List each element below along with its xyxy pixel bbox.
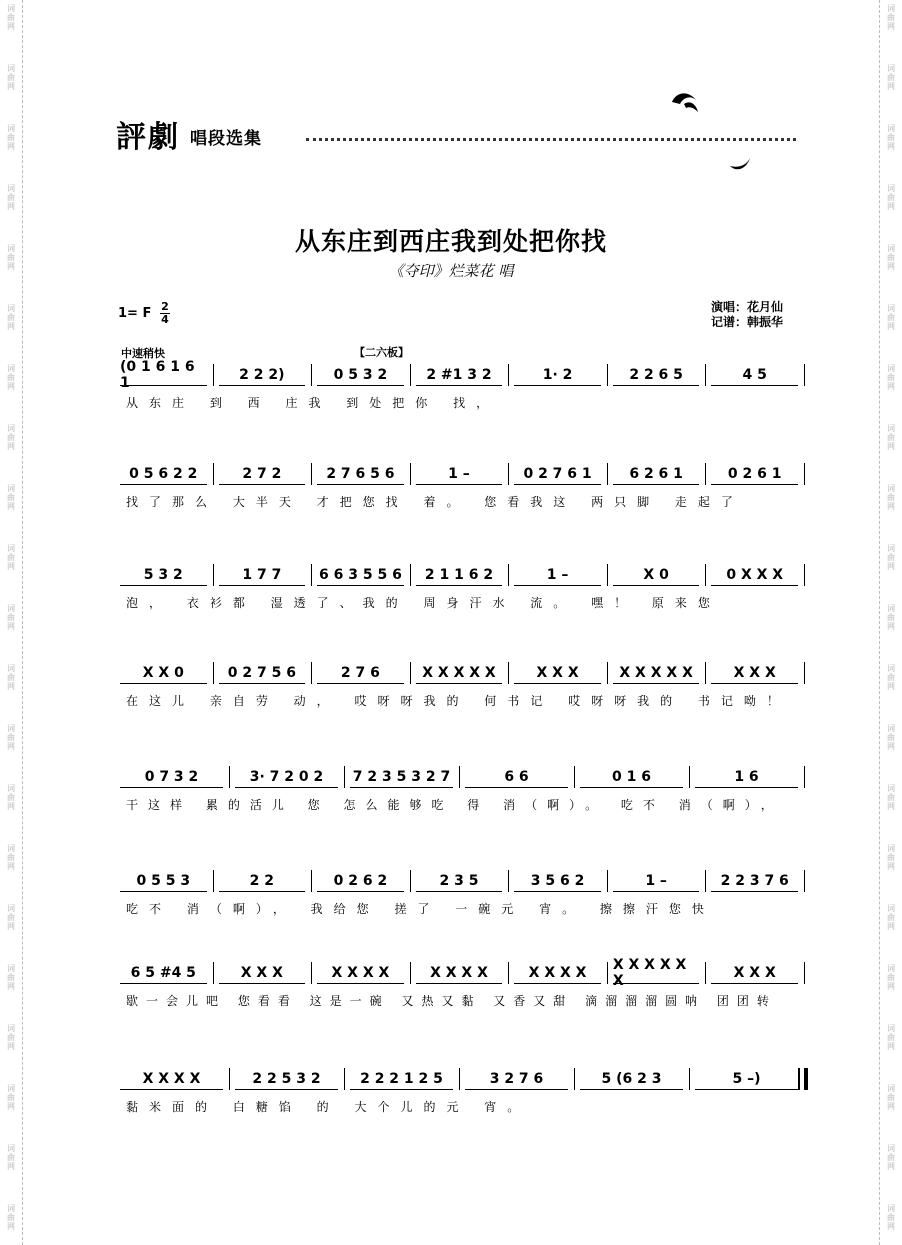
measure: 2 7 6 5 6 <box>317 463 404 485</box>
watermark-text: 词 曲 网 <box>887 904 895 931</box>
watermark-text: 词 曲 网 <box>7 724 15 751</box>
watermark-text: 词 曲 网 <box>7 124 15 151</box>
watermark-text: 词 曲 网 <box>7 1204 15 1231</box>
measure: 5 3 2 <box>120 564 207 586</box>
bar-line <box>213 962 214 984</box>
notes-line <box>114 463 804 485</box>
bar-line <box>410 364 411 386</box>
watermark-text: 词 曲 网 <box>887 484 895 511</box>
bar-line <box>410 662 411 684</box>
notes-line <box>114 662 804 684</box>
final-bar-line <box>798 1068 800 1090</box>
measure: 2 2 6 5 <box>613 364 700 386</box>
measure: 5 (6 2 3 <box>580 1068 683 1090</box>
measure: 3 2 7 6 <box>465 1068 568 1090</box>
bar-line <box>213 364 214 386</box>
bar-line <box>229 1068 230 1090</box>
measure: 2 2 3 7 6 <box>711 870 798 892</box>
score-system <box>114 1068 804 1118</box>
notes-line <box>114 870 804 892</box>
series-header <box>116 112 806 156</box>
bar-line <box>229 766 230 788</box>
bar-line <box>804 962 805 984</box>
watermark-text: 词 曲 网 <box>7 184 15 211</box>
right-watermark-strip <box>879 0 902 1245</box>
measure: X X X <box>711 962 798 984</box>
singer-credit: 演唱：花月仙 <box>711 300 784 314</box>
measure: 0 2 7 5 6 <box>219 662 306 684</box>
bar-line <box>459 1068 460 1090</box>
notes-line <box>114 358 804 391</box>
watermark-text: 词 曲 网 <box>887 304 895 331</box>
measure: 2 7 6 <box>317 662 404 684</box>
score-system <box>114 463 804 513</box>
measure: 1 – <box>416 463 503 485</box>
bar-line <box>344 1068 345 1090</box>
bar-line <box>705 364 706 386</box>
measure: 1 – <box>613 870 700 892</box>
measure: X X X X <box>416 962 503 984</box>
measure: X X 0 <box>120 662 207 684</box>
bar-line <box>410 463 411 485</box>
watermark-text: 词 曲 网 <box>7 244 15 271</box>
measure: 2 2 <box>219 870 306 892</box>
bar-line <box>311 870 312 892</box>
bar-line <box>804 364 805 386</box>
bar-line <box>705 662 706 684</box>
measure: 4 5 <box>711 364 798 386</box>
bar-line <box>311 962 312 984</box>
bar-line <box>508 564 509 586</box>
measure: 6 2 6 1 <box>613 463 700 485</box>
brush-stroke-icon <box>728 156 752 172</box>
watermark-text: 词 曲 网 <box>7 1144 15 1171</box>
lyrics-line: 歇一会儿吧 您看看 这是一碗 又热又黏 又香又甜 滴溜溜溜圆呐 团团转 <box>126 994 777 1008</box>
measure: 3 5 6 2 <box>514 870 601 892</box>
bar-line <box>508 463 509 485</box>
measure: X 0 <box>613 564 700 586</box>
lyrics-line: 在这儿 亲自劳 动， 哎呀呀我的 何书记 哎呀呀我的 书记呦！ <box>126 694 790 708</box>
bar-line <box>705 870 706 892</box>
bar-line <box>607 870 608 892</box>
watermark-text: 词 曲 网 <box>887 4 895 31</box>
measure: (0 1 6 1 6 1 <box>120 364 207 386</box>
measure: 2 2 2 1 2 5 <box>350 1068 453 1090</box>
measure: 6 5 #4 5 <box>120 962 207 984</box>
watermark-text: 词 曲 网 <box>887 544 895 571</box>
watermark-text: 词 曲 网 <box>887 844 895 871</box>
measure: X X X X <box>317 962 404 984</box>
watermark-text: 词 曲 网 <box>887 1144 895 1171</box>
score-system <box>114 766 804 816</box>
bar-line <box>705 463 706 485</box>
measure: 0 5 3 2 <box>317 364 404 386</box>
bar-line <box>410 564 411 586</box>
bar-line <box>574 1068 575 1090</box>
watermark-text: 词 曲 网 <box>7 844 15 871</box>
series-subtitle: 唱段选集 <box>190 129 262 149</box>
time-numerator: 2 <box>161 300 169 313</box>
bar-line <box>508 662 509 684</box>
measure: 7 2 3 5 3 2 7 <box>350 766 453 788</box>
watermark-text: 词 曲 网 <box>7 4 15 31</box>
banshi-marking: 【二六板】 <box>354 346 409 359</box>
watermark-text: 词 曲 网 <box>7 424 15 451</box>
measure: 0 5 5 3 <box>120 870 207 892</box>
score-system <box>114 662 804 712</box>
watermark-text: 词 曲 网 <box>887 784 895 811</box>
notes-line <box>114 766 804 788</box>
song-title: 从东庄到西庄我到处把你找 <box>294 227 607 256</box>
bar-line <box>607 463 608 485</box>
series-title: 評劇 <box>116 120 180 155</box>
watermark-text: 词 曲 网 <box>7 364 15 391</box>
bar-line <box>508 364 509 386</box>
measure: 0 1 6 <box>580 766 683 788</box>
measure: 2 1 1 6 2 <box>416 564 503 586</box>
bar-line <box>508 870 509 892</box>
watermark-text: 词 曲 网 <box>887 964 895 991</box>
time-signature <box>160 301 170 326</box>
measure: 0 7 3 2 <box>120 766 223 788</box>
lyrics-line: 从东庄 到 西 庄我 到处把你 找， <box>126 396 500 410</box>
bar-line <box>607 364 608 386</box>
measure: X X X X X X <box>613 962 700 984</box>
measure: 0 2 6 2 <box>317 870 404 892</box>
watermark-text: 词 曲 网 <box>887 424 895 451</box>
bar-line <box>311 364 312 386</box>
bar-line <box>607 962 608 984</box>
bar-line <box>804 662 805 684</box>
watermark-text: 词 曲 网 <box>7 964 15 991</box>
watermark-text: 词 曲 网 <box>887 244 895 271</box>
bar-line <box>689 766 690 788</box>
watermark-text: 词 曲 网 <box>887 184 895 211</box>
watermark-text: 词 曲 网 <box>887 364 895 391</box>
bar-line <box>344 766 345 788</box>
measure: X X X X X <box>613 662 700 684</box>
measure: 0 5 6 2 2 <box>120 463 207 485</box>
bar-line <box>213 870 214 892</box>
bar-line <box>705 564 706 586</box>
bar-line <box>804 870 805 892</box>
bar-line <box>459 766 460 788</box>
bar-line <box>311 463 312 485</box>
left-watermark-strip <box>0 0 23 1245</box>
measure: X X X X X <box>416 662 503 684</box>
measure: 1 – <box>514 564 601 586</box>
watermark-text: 词 曲 网 <box>887 664 895 691</box>
measure: 2 #1 3 2 <box>416 364 503 386</box>
bar-line <box>410 962 411 984</box>
watermark-text: 词 曲 网 <box>7 1024 15 1051</box>
measure: 5 –) <box>695 1068 798 1090</box>
bar-line <box>213 463 214 485</box>
score-system <box>114 956 804 1012</box>
measure: X X X X <box>120 1068 223 1090</box>
bar-line <box>607 662 608 684</box>
watermark-text: 词 曲 网 <box>7 304 15 331</box>
watermark-text: 词 曲 网 <box>887 64 895 91</box>
bar-line <box>410 870 411 892</box>
key-signature: 1= F <box>118 306 152 321</box>
watermark-text: 词 曲 网 <box>7 604 15 631</box>
measure: X X X <box>514 662 601 684</box>
lyrics-line: 吃不 消（啊）， 我给您 搓了 一碗元 宵。 擦擦汗您快 <box>126 902 715 916</box>
measure: 2 7 2 <box>219 463 306 485</box>
measure: 1· 2 <box>514 364 601 386</box>
measure: 2 3 5 <box>416 870 503 892</box>
watermark-text: 词 曲 网 <box>7 784 15 811</box>
notes-line <box>114 956 804 989</box>
watermark-text: 词 曲 网 <box>887 724 895 751</box>
tempo-marking: 中速稍快 <box>121 347 165 360</box>
score-system <box>114 870 804 920</box>
measure: 0 2 6 1 <box>711 463 798 485</box>
notes-line <box>114 564 804 586</box>
watermark-text: 词 曲 网 <box>7 544 15 571</box>
lyrics-line: 黏米面的 白糖馅 的 大个儿的元 宵。 <box>126 1100 531 1114</box>
bar-line <box>311 662 312 684</box>
watermark-text: 词 曲 网 <box>887 124 895 151</box>
measure: X X X <box>219 962 306 984</box>
score-system <box>114 358 804 414</box>
measure: 6 6 <box>465 766 568 788</box>
bar-line <box>607 564 608 586</box>
measure: 6 6 3 5 5 6 <box>317 564 404 586</box>
lyrics-line: 泡， 衣衫都 湿透了、我的 周身汗水 流。 嘿！ 原来您 <box>126 596 721 610</box>
bar-line <box>804 766 805 788</box>
bar-line <box>804 463 805 485</box>
measure: 3· 7 2 0 2 <box>235 766 338 788</box>
measure: X X X <box>711 662 798 684</box>
bar-line <box>689 1068 690 1090</box>
measure: 2 2 2) <box>219 364 306 386</box>
lyrics-line: 找了那么 大半天 才把您找 着。 您看我这 两只脚 走起了 <box>126 495 744 509</box>
bar-line <box>508 962 509 984</box>
brush-ornament-icon <box>670 90 700 114</box>
measure: 1 6 <box>695 766 798 788</box>
measure: 0 X X X <box>711 564 798 586</box>
song-subtitle: 《夺印》烂菜花 唱 <box>388 262 514 280</box>
bar-line <box>311 564 312 586</box>
time-denominator: 4 <box>161 313 169 326</box>
dotted-leader <box>306 138 796 141</box>
measure: X X X X <box>514 962 601 984</box>
bar-line <box>213 662 214 684</box>
notation-credit: 记谱：韩振华 <box>711 315 784 329</box>
watermark-text: 词 曲 网 <box>887 1204 895 1231</box>
measure: 2 2 5 3 2 <box>235 1068 338 1090</box>
bar-line <box>213 564 214 586</box>
watermark-text: 词 曲 网 <box>7 484 15 511</box>
bar-line <box>574 766 575 788</box>
lyrics-line: 干这样 累的活儿 您 怎么能够吃 得 消（啊）。 吃不 消（啊）， <box>126 798 783 812</box>
score-system <box>114 564 804 614</box>
measure: 0 2 7 6 1 <box>514 463 601 485</box>
watermark-text: 词 曲 网 <box>887 1024 895 1051</box>
watermark-text: 词 曲 网 <box>7 1084 15 1111</box>
watermark-text: 词 曲 网 <box>7 664 15 691</box>
watermark-text: 词 曲 网 <box>887 604 895 631</box>
bar-line <box>804 564 805 586</box>
watermark-text: 词 曲 网 <box>7 904 15 931</box>
measure: 1 7 7 <box>219 564 306 586</box>
watermark-text: 词 曲 网 <box>7 64 15 91</box>
bar-line <box>705 962 706 984</box>
watermark-text: 词 曲 网 <box>887 1084 895 1111</box>
notes-line <box>114 1068 804 1090</box>
